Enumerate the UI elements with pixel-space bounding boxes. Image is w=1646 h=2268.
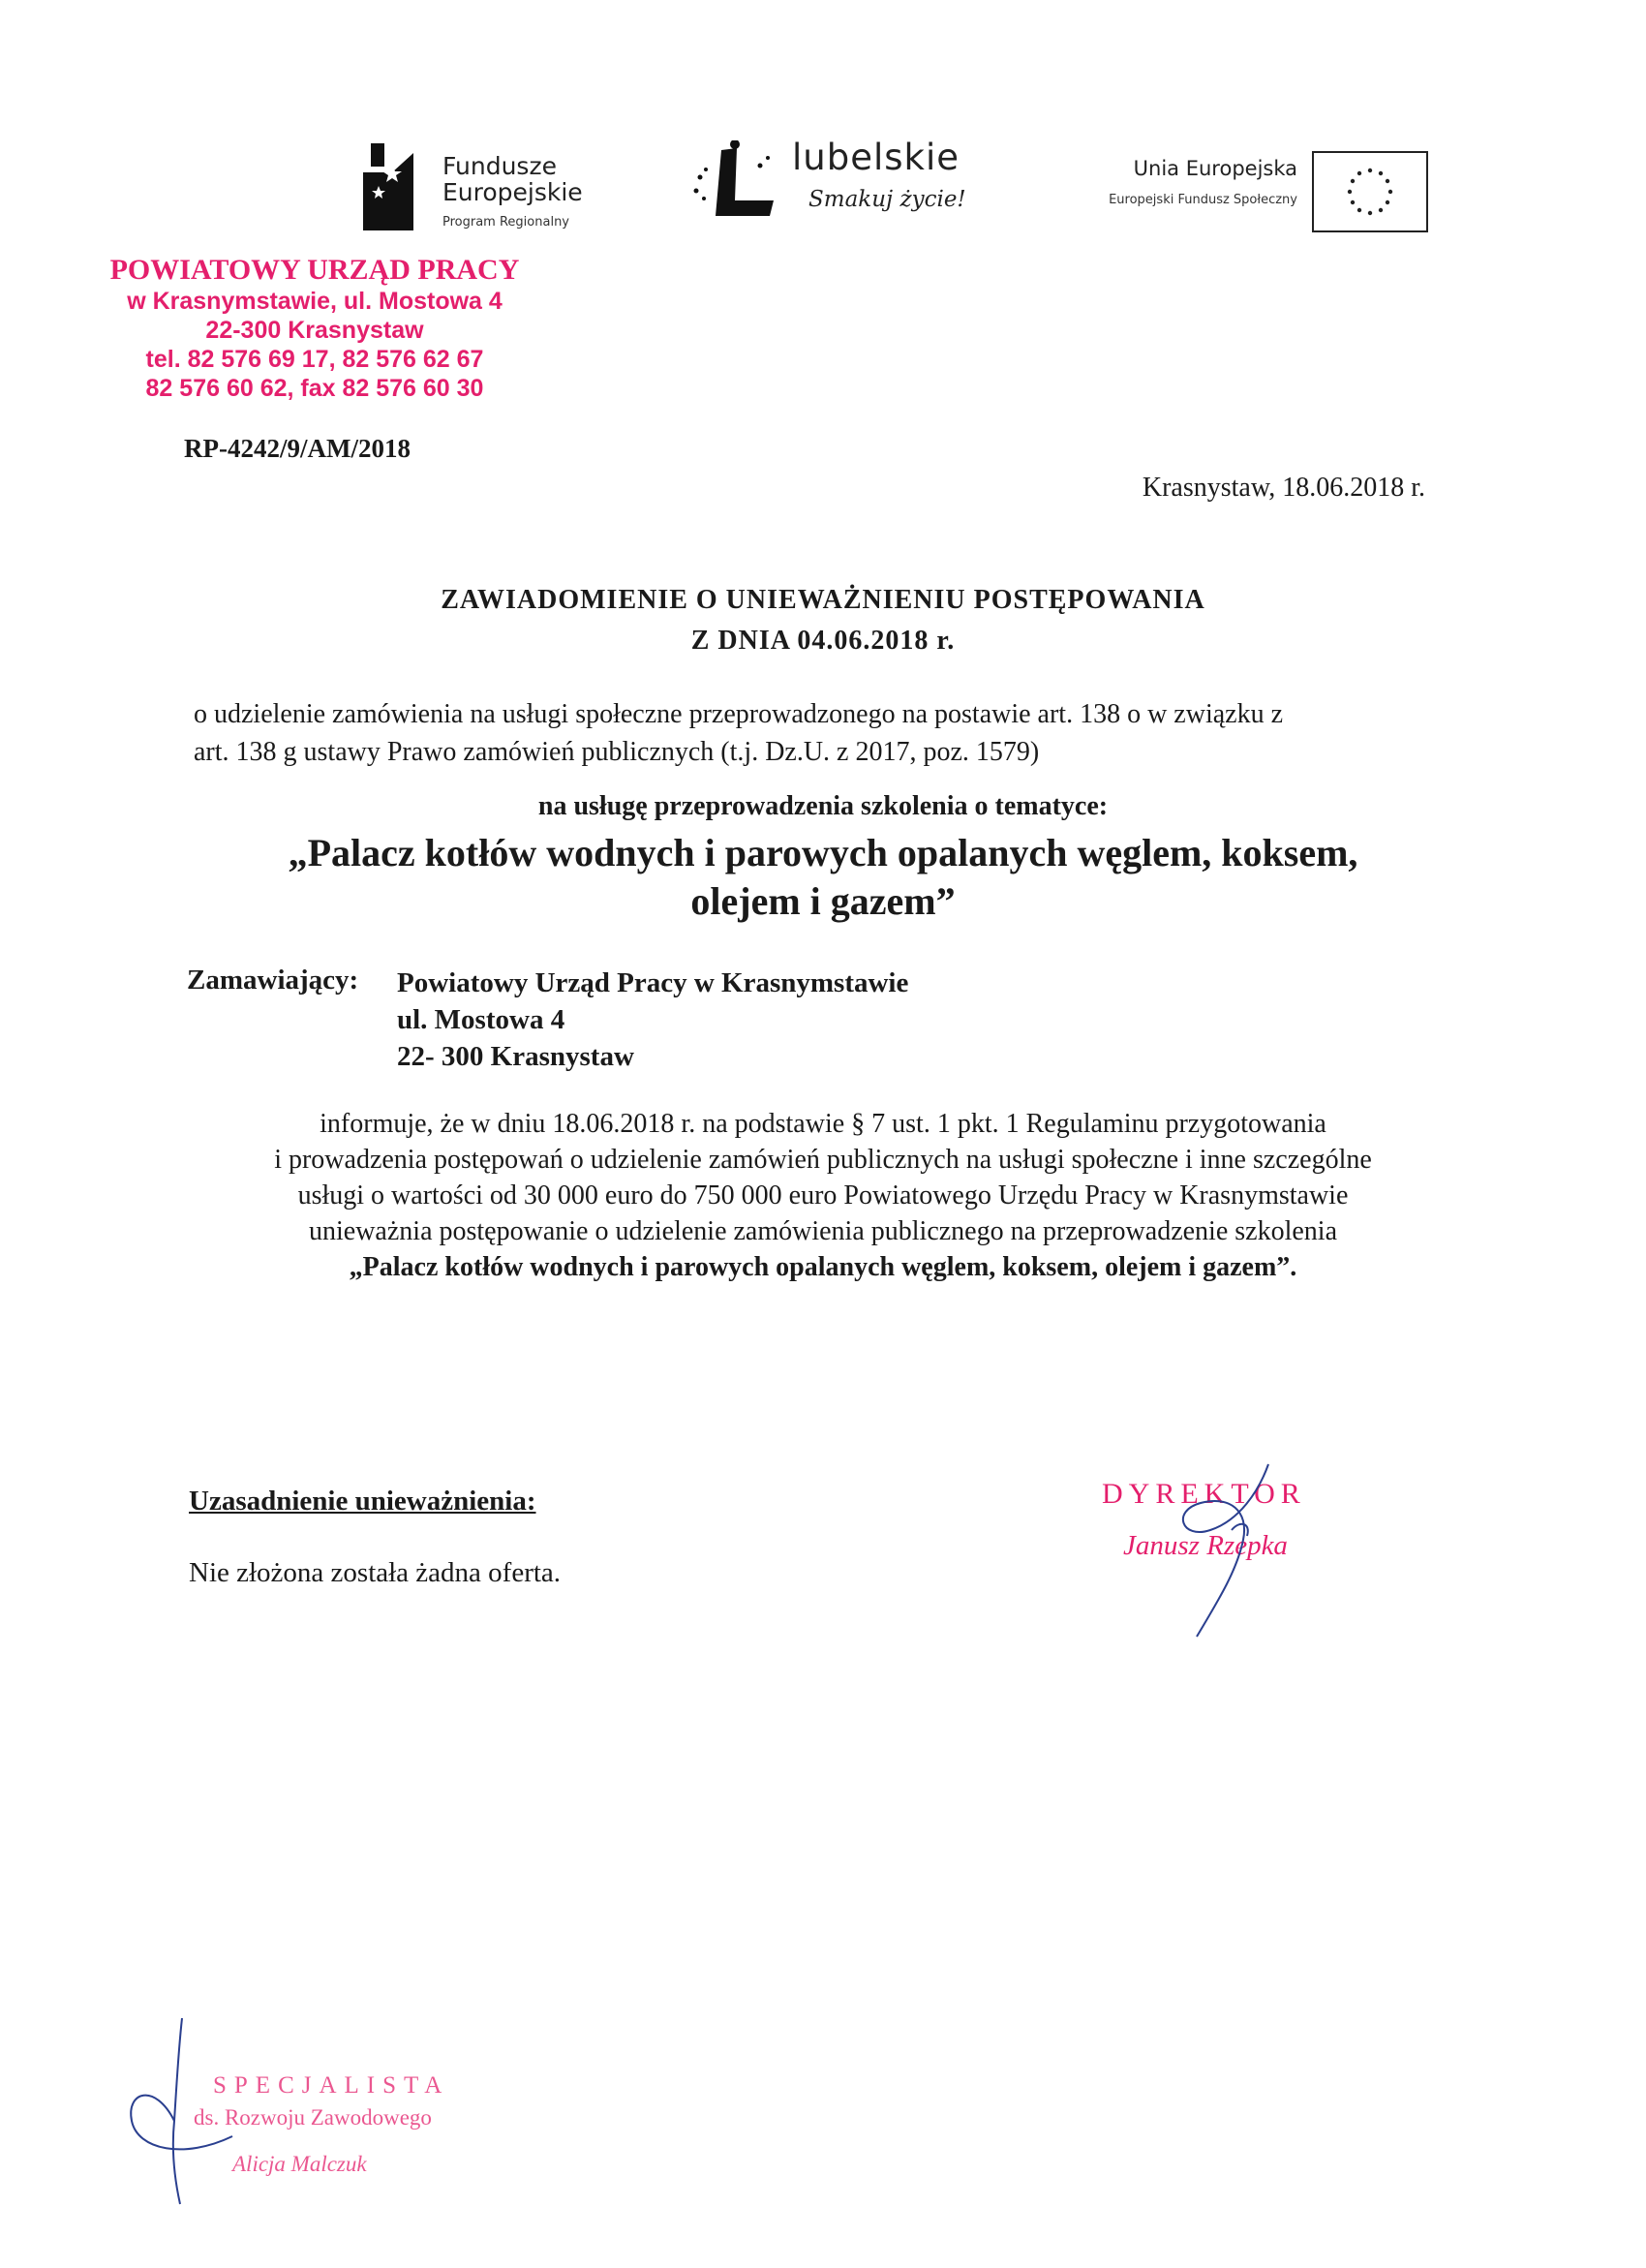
decision-line3: usługi o wartości od 30 000 euro do 750 000 euro Powiatowego Urzędu Pracy w Krasnymstawie (297, 1180, 1349, 1211)
justification-text: Nie złożona została żadna oferta. (189, 1557, 562, 1588)
org-name: POWIATOWY URZĄD PRACY (109, 254, 520, 286)
ordering-party-label: Zamawiający: (187, 965, 359, 996)
fundusze-europejskie-logo (363, 136, 644, 232)
specialist-title: SPECJALISTA (213, 2072, 450, 2099)
org-phones1: tel. 82 576 69 17, 82 576 62 67 (145, 346, 484, 373)
specialist-signature-icon (116, 2014, 252, 2208)
justification-heading: Uzasadnienie unieważnienia: (189, 1486, 536, 1517)
director-signature-icon (1143, 1453, 1375, 1646)
training-title-line1: „Palacz kotłów wodnych i parowych opalanych węglem, koksem, (288, 831, 1358, 874)
document-title-line2: Z DNIA 04.06.2018 r. (690, 626, 956, 656)
decision-line2: i prowadzenia postępowań o udzielenie zamówień publicznych na usługi społeczne i inne szczególne (274, 1145, 1372, 1175)
decision-paragraph (0, 1106, 1646, 1285)
lubelskie-logo (692, 131, 983, 228)
specialist-name: Alicja Malczuk (232, 2152, 367, 2176)
lubelskie-mark-icon (692, 140, 779, 228)
fundusze-europejskie-mark-icon (363, 143, 413, 230)
eu-logo (1031, 138, 1438, 234)
ordering-line3: 22- 300 Krasnystaw (397, 1041, 634, 1072)
fundusze-line2: Europejskie (442, 178, 583, 206)
place-date: Krasnystaw, 18.06.2018 r. (1142, 473, 1425, 503)
ordering-line1: Powiatowy Urząd Pracy w Krasnymstawie (397, 967, 909, 998)
org-phones2: 82 576 60 62, fax 82 576 60 30 (145, 375, 484, 402)
specialist-subtitle: ds. Rozwoju Zawodowego (194, 2105, 432, 2130)
fundusze-line1: Fundusze (442, 152, 557, 180)
intro-line2: art. 138 g ustawy Prawo zamówień publicznych (t.j. Dz.U. z 2017, poz. 1579) (194, 737, 1040, 767)
document-title-line1: ZAWIADOMIENIE O UNIEWAŻNIENIU POSTĘPOWANIA (441, 585, 1205, 615)
intro-paragraph (194, 695, 1530, 771)
org-address2: 22-300 Krasnystaw (205, 317, 424, 344)
training-title-line2: olejem i gazem” (690, 879, 956, 923)
decision-line1: informuje, że w dniu 18.06.2018 r. na podstawie § 7 ust. 1 pkt. 1 Regulaminu przygotowania (320, 1109, 1326, 1139)
director-name: Janusz Rzepka (1123, 1530, 1288, 1561)
director-title: DYREKTOR (1102, 1478, 1306, 1510)
org-address1: w Krasnymstawie, ul. Mostowa 4 (127, 288, 503, 315)
logo-bar (0, 126, 1646, 232)
intro-line1: o udzielenie zamówienia na usługi społeczne przeprowadzonego na postawie art. 138 o w związku z (194, 699, 1284, 729)
ue-line1: Unia Europejska (1133, 157, 1297, 180)
reference-number: RP-4242/9/AM/2018 (184, 434, 411, 463)
ordering-line2: ul. Mostowa 4 (397, 1004, 565, 1035)
lubelskie-line1: lubelskie (792, 137, 960, 178)
organization-stamp (92, 254, 537, 403)
decision-line5: „Palacz kotłów wodnych i parowych opalanych węglem, koksem, olejem i gazem”. (349, 1252, 1297, 1282)
fundusze-line3: Program Regionalny (442, 215, 569, 230)
ordering-party-details (397, 965, 908, 1075)
decision-line4: unieważnia postępowanie o udzielenie zamówienia publicznego na przeprowadzenie szkolenia (309, 1216, 1337, 1246)
service-intro: na usługę przeprowadzenia szkolenia o tematyce: (537, 791, 1109, 821)
lubelskie-slogan: Smakuj życie! (808, 187, 966, 212)
ue-line2: Europejski Fundusz Społeczny (1109, 193, 1297, 207)
eu-flag-icon (1312, 151, 1428, 232)
